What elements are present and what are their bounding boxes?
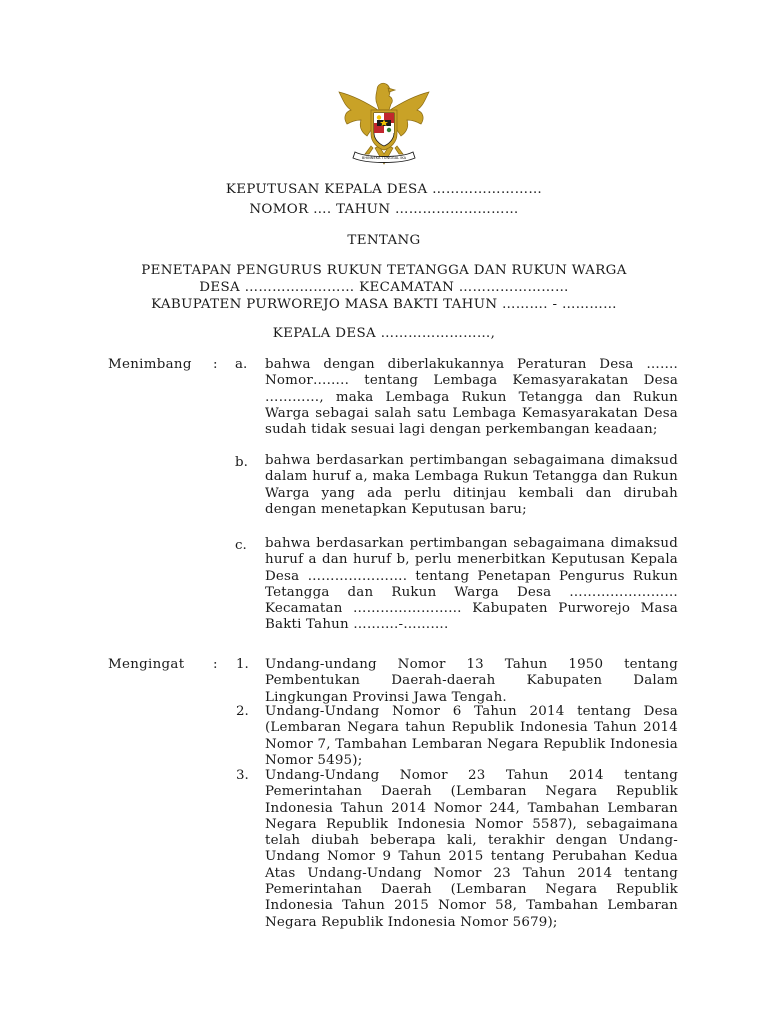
subject-line-3: KABUPATEN PURWOREJO MASA BAKTI TAHUN ………. - ………… bbox=[151, 297, 617, 312]
menimbang-item-a: bahwa dengan diberlakukannya Peraturan Desa ……. Nomor…….. tentang Lembaga Kemasyarakatan Desa …………, maka Lembaga Rukun Tetangga dan Rukun Warga sebagai salah satu Lembaga Kemasyarakatan Desa sudah tidak sesuai lagi dengan perkembangan keadaan; bbox=[265, 357, 678, 438]
emblem-motto: BHINNEKA TUNGGAL IKA bbox=[361, 156, 407, 160]
menimbang-item-b: bahwa berdasarkan pertimbangan sebagaimana dimaksud dalam huruf a, maka Lembaga Rukun Tetangga dan Rukun Warga yang ada perlu ditinjau kembali dan dirubah dengan menetapkan Keputusan baru; bbox=[265, 453, 678, 517]
decree-title: KEPUTUSAN KEPALA DESA …………………… bbox=[225, 182, 543, 197]
official-title: KEPALA DESA ……………………, bbox=[272, 326, 496, 341]
section-colon: : bbox=[213, 657, 218, 672]
list-marker: b. bbox=[235, 455, 248, 470]
mengingat-item-2: Undang-Undang Nomor 6 Tahun 2014 tentang Desa (Lembaran Negara tahun Republik Indonesia Tahun 2014 Nomor 7, Tambahan Lembaran Negara Republik Indonesia Nomor 5495); bbox=[265, 704, 678, 768]
shield-icon bbox=[374, 113, 394, 146]
garuda-emblem-icon bbox=[331, 82, 437, 168]
section-colon: : bbox=[213, 357, 218, 372]
garuda-emblem bbox=[331, 82, 437, 168]
list-marker: 1. bbox=[236, 657, 249, 672]
list-marker: c. bbox=[235, 538, 247, 553]
decree-number: NOMOR …. TAHUN ……………………… bbox=[249, 202, 519, 217]
mengingat-item-3: Undang-Undang Nomor 23 Tahun 2014 tentang Pemerintahan Daerah (Lembaran Negara Republik Indonesia Tahun 2014 Nomor 244, Tambahan Lembaran Negara Republik Indonesia Nomor 5587), sebagaimana telah diubah beberapa kali, terakhir dengan Undang-Undang Nomor 9 Tahun 2015 tentang Perubahan Kedua Atas Undang-Undang Nomor 23 Tahun 2014 tentang Pemerintahan Daerah (Lembaran Negara Republik Indonesia Tahun 2015 Nomor 58, Tambahan Lembaran Negara Republik Indonesia Nomor 5679); bbox=[265, 768, 678, 930]
tentang-heading: TENTANG bbox=[347, 233, 421, 248]
subject-line-1: PENETAPAN PENGURUS RUKUN TETANGGA DAN RUKUN WARGA bbox=[141, 263, 627, 278]
section-label-menimbang: Menimbang bbox=[108, 357, 192, 372]
mengingat-item-1: Undang-undang Nomor 13 Tahun 1950 tentang Pembentukan Daerah-daerah Kabupaten Dalam Lingkungan Provinsi Jawa Tengah. bbox=[265, 657, 678, 705]
list-marker: 2. bbox=[236, 704, 249, 719]
menimbang-item-c: bahwa berdasarkan pertimbangan sebagaimana dimaksud huruf a dan huruf b, perlu menerbitkan Keputusan Kepala Desa …………………. tentang Penetapan Pengurus Rukun Tetangga dan Rukun Warga Desa …………………… Kecamatan …………………… Kabupaten Purworejo Masa Bakti Tahun ……….-………. bbox=[265, 536, 678, 633]
section-label-mengingat: Mengingat bbox=[108, 657, 185, 672]
list-marker: 3. bbox=[236, 768, 249, 783]
subject-line-2: DESA …………………… KECAMATAN …………………… bbox=[199, 280, 569, 295]
list-marker: a. bbox=[235, 357, 248, 372]
